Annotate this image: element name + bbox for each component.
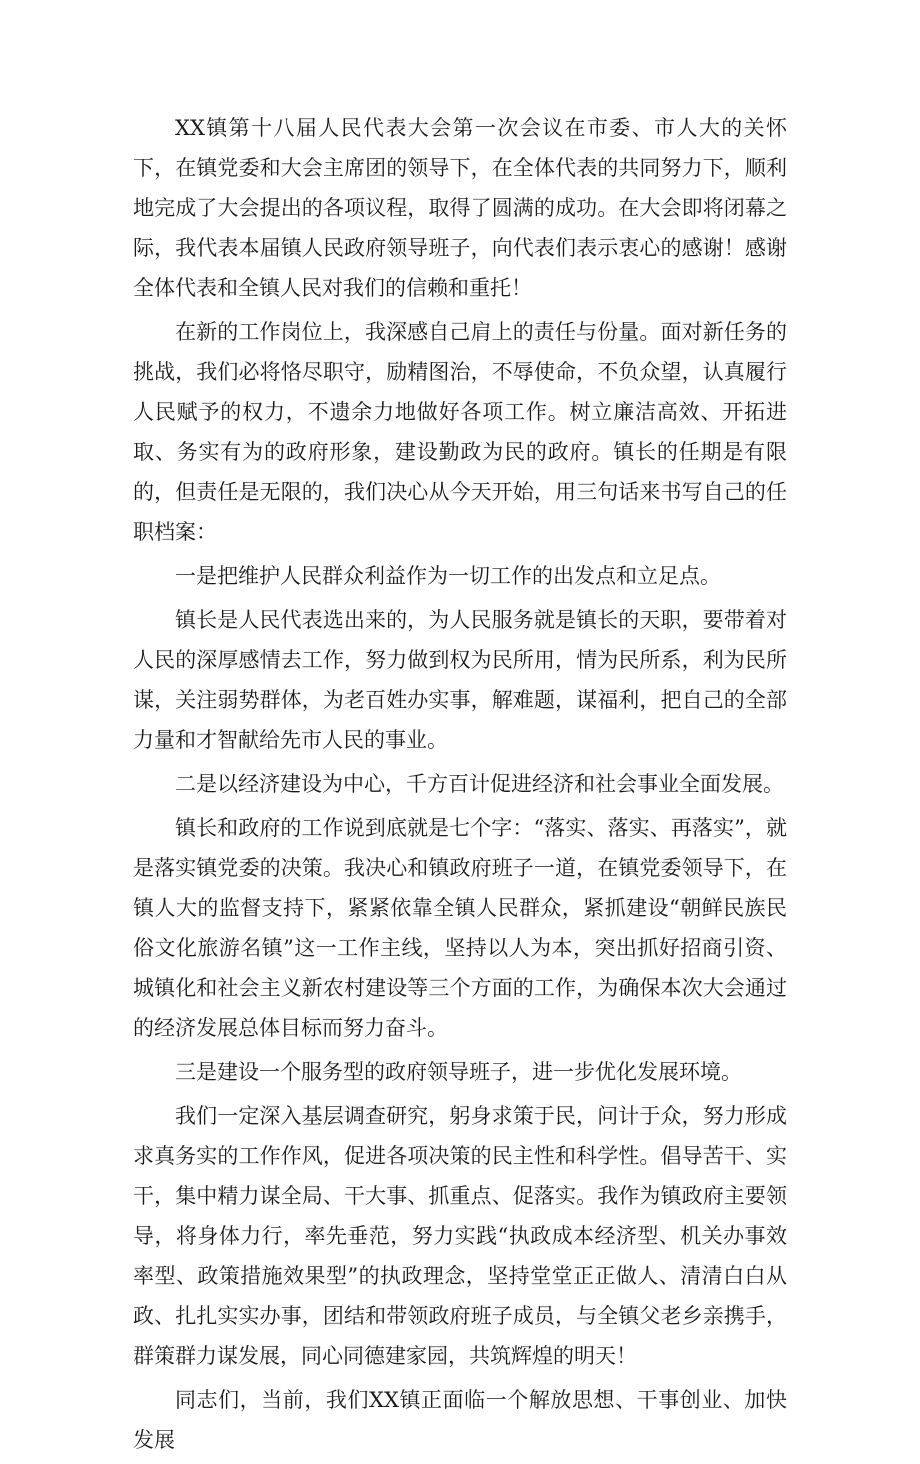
- paragraph-3-point-one: 一是把维护人民群众利益作为一切工作的出发点和立足点。: [175, 564, 721, 588]
- document-body: [133, 108, 787, 1464]
- paragraph-8: 我们一定深入基层调查研究，躬身求策于民，问计于众，努力形成求真务实的工作作风，促进各项决策的民主性和科学性。倡导苦干、实干，集中精力谋全局、干大事、抓重点、促落实。我作为镇政府主要领导，将身体力行，率先垂范，努力实践“执政成本经济型、机关办事效率型、政策措施效果型”的执政理念，坚持堂堂正正做人、清清白白从政、扎扎实实办事，团结和带领政府班子成员，与全镇父老乡亲携手，群策群力谋发展，同心同德建家园，共筑辉煌的明天！: [133, 1104, 787, 1368]
- paragraph-2: 在新的工作岗位上，我深感自己肩上的责任与份量。面对新任务的挑战，我们必将恪尽职守，励精图治，不辱使命，不负众望，认真履行人民赋予的权力，不遗余力地做好各项工作。树立廉洁高效、开拓进取、务实有为的政府形象，建设勤政为民的政府。镇长的任期是有限的，但责任是无限的，我们决心从今天开始，用三句话来书写自己的任职档案：: [133, 320, 787, 544]
- paragraph-7-point-three: 三是建设一个服务型的政府领导班子，进一步优化发展环境。: [175, 1060, 742, 1084]
- paragraph-6: 镇长和政府的工作说到底就是七个字：“落实、落实、再落实”，就是落实镇党委的决策。我决心和镇政府班子一道，在镇党委领导下，在镇人大的监督支持下，紧紧依靠全镇人民群众，紧抓建设“朝鲜民族民俗文化旅游名镇”这一工作主线，坚持以人为本，突出抓好招商引资、城镇化和社会主义新农村建设等三个方面的工作，为确保本次大会通过的经济发展总体目标而努力奋斗。: [133, 816, 787, 1040]
- paragraph-9: 同志们，当前，我们XX镇正面临一个解放思想、干事创业、加快发展: [133, 1388, 787, 1452]
- paragraph-5-point-two: 二是以经济建设为中心，千方百计促进经济和社会事业全面发展。: [175, 772, 784, 796]
- paragraph-4: 镇长是人民代表选出来的，为人民服务就是镇长的天职，要带着对人民的深厚感情去工作，努力做到权为民所用，情为民所系，利为民所谋，关注弱势群体，为老百姓办实事，解难题，谋福利，把自己的全部力量和才智献给先市人民的事业。: [133, 608, 787, 752]
- paragraph-1: XX镇第十八届人民代表大会第一次会议在市委、市人大的关怀下，在镇党委和大会主席团的领导下，在全体代表的共同努力下，顺利地完成了大会提出的各项议程，取得了圆满的成功。在大会即将闭幕之际，我代表本届镇人民政府领导班子，向代表们表示衷心的感谢！感谢全体代表和全镇人民对我们的信赖和重托！: [133, 116, 787, 300]
